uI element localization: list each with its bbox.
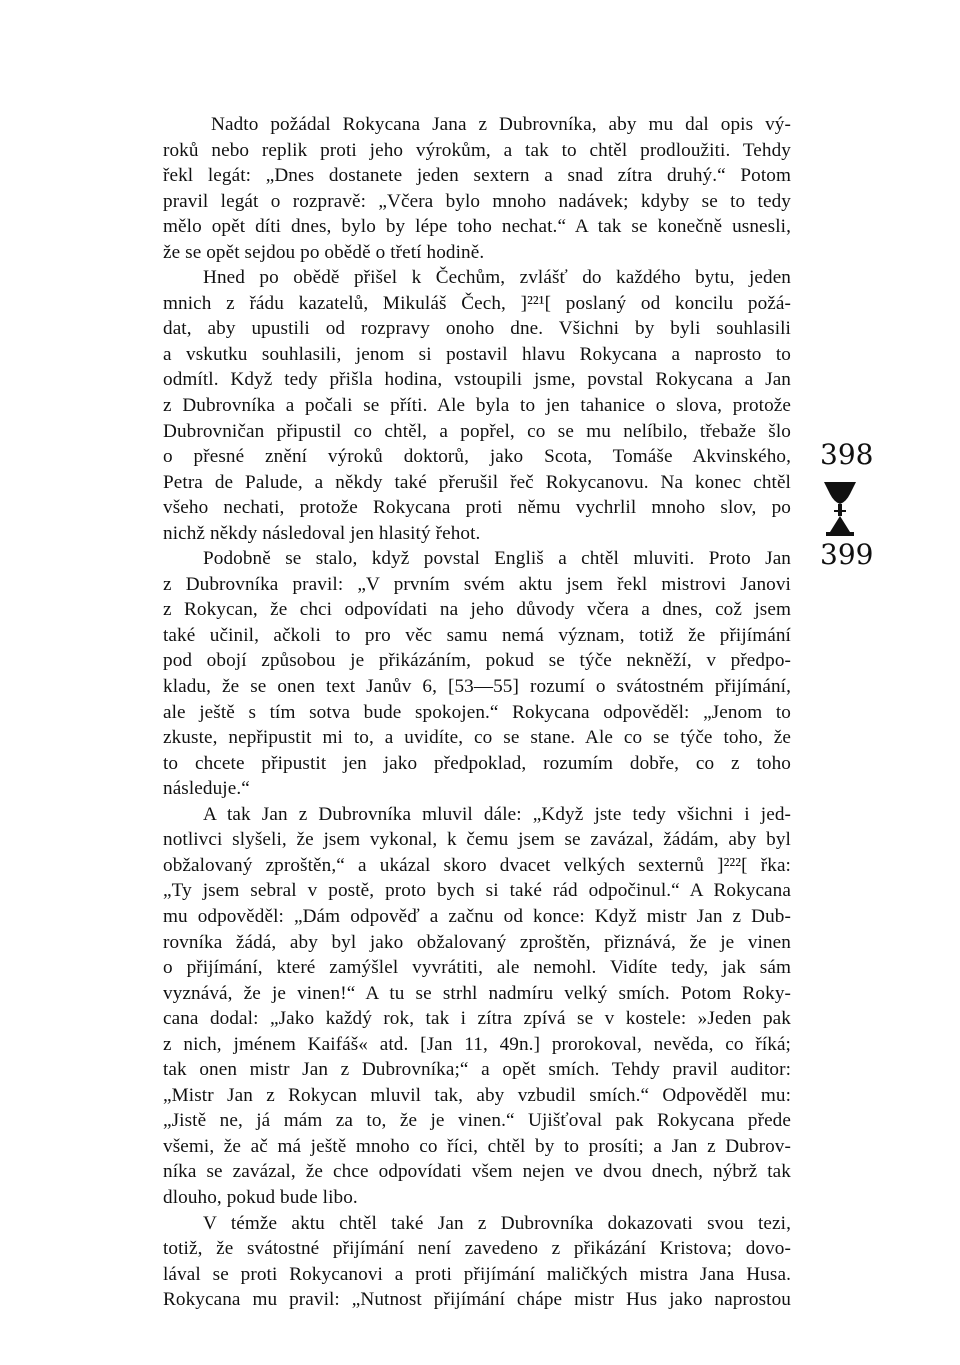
text-line: o přijímání, které zamýšlel vyvrátiti, ale nemohl. Vidíte tedy, jak sám: [163, 957, 791, 979]
text-line: všeho nechati, protože Rokycana proti němu vychrlil mnoho slov, po: [163, 497, 791, 519]
text-line: a vskutku souhlasili, jenom si postavil hlavu Rokycana a naprosto to: [163, 343, 791, 365]
text-line: řekl legát: „Dnes dostanete jeden sextern a snad zítra druhý.“ Potom: [163, 165, 791, 187]
text-line: tak onen mistr Jan z Dubrovníka;“ a opět smích. Tehdy pravil auditor:: [163, 1059, 791, 1081]
text-line: Nadto požádal Rokycana Jana z Dubrovníka, aby mu dal opis vý-: [211, 114, 791, 135]
text-line: nichž někdy následoval jen hlasitý řehot.: [163, 522, 481, 544]
text-line: pod obojí způsobou je přikázáním, pokud se týče nekněží, v předpo-: [163, 650, 791, 672]
text-line: Podobně se stalo, když povstal Engliš a chtěl mluviti. Proto Jan: [203, 548, 791, 570]
text-line: kladu, že se onen text Janův 6, [53—55] rozumí o svátostném přijímání,: [163, 676, 791, 698]
chalice-icon: [820, 480, 860, 538]
text-line: Dubrovničan připustil co chtěl, a popřel, co se mu nelíbilo, třebaže šlo: [163, 420, 791, 442]
text-line: z Rokycan, že chci odpovídati na jeho důvody včera a dnes, což jsem: [163, 599, 791, 621]
text-line: z Dubrovníka pravil: „V prvním svém aktu jsem řekl mistrovi Janovi: [163, 573, 791, 595]
page-number-top: 398: [820, 438, 874, 471]
text-line: „Jistě ne, já mám za to, že je vinen.“ Ujišťoval pak Rokycana přede: [163, 1110, 791, 1132]
text-line: Rokycana mu pravil: „Nutnost přijímání chápe mistr Hus jako naprostou: [163, 1289, 791, 1311]
text-line: mu odpověděl: „Dám odpověď a začnu od konce: Když mistr Jan z Dub-: [163, 905, 791, 927]
page-number-bottom: 399: [820, 538, 874, 571]
text-line: zkuste, nepřipustit mi to, a uvidíte, co se stane. Ale co se týče toho, že: [163, 727, 791, 749]
text-line: dlouho, pokud bude libo.: [163, 1186, 358, 1208]
text-line: o přesné znění výroků doktorů, jako Scota, Tomáše Akvinského,: [163, 446, 791, 468]
text-line: A tak Jan z Dubrovníka mluvil dále: „Když jste tedy všichni i jed-: [203, 803, 791, 825]
text-line: vyznává, že je vinen!“ A tu se strhl nadmíru velký smích. Potom Roky-: [163, 982, 791, 1004]
text-line: notlivci slyšeli, že jsem vykonal, k čemu jsem se zavázal, žádám, aby byl: [163, 829, 791, 851]
text-line: „Ty jsem sebral v postě, proto bych si také rád odpočinul.“ A Rokycana: [163, 880, 791, 902]
text-line: lával se proti Rokycanovi a proti přijímání maličkých mistra Jana Husa.: [163, 1263, 791, 1285]
text-line: pravil legát o rozpravě: „Včera bylo mnoho nadávek; kdyby se to tedy: [163, 190, 791, 212]
text-line: níka se zavázal, že chce odpovídati všem nejen ve dvou dnech, nýbrž tak: [163, 1161, 791, 1183]
text-line: také učinil, ačkoli to pro věc samu nemá význam, totiž že přijímání: [163, 624, 791, 646]
text-line: totiž, že svátostné přijímání není zavedeno z přikázání Kristova; dovo-: [163, 1238, 791, 1260]
text-line: mnich z řádu kazatelů, Mikuláš Čech, ]²²¹[ poslaný od koncilu požá-: [163, 292, 791, 314]
text-line: mělo opět díti dnes, bylo by lépe toho nechat.“ A tak se konečně usnesli,: [163, 216, 791, 238]
text-line: ale ještě s tím sotva bude spokojen.“ Rokycana odpověděl: „Jenom to: [163, 701, 791, 723]
text-line: dat, aby upustili od rozpravy onoho dne. Všichni by byli souhlasili: [163, 318, 791, 340]
text-line: obžalovaný zproštěn,“ a ukázal skoro dvacet velkých sexternů ]²²²[ řka:: [163, 854, 791, 876]
text-line: z Dubrovníka a počali se příti. Ale byla to jen tahanice o slova, protože: [163, 395, 791, 417]
body-text: [163, 112, 791, 1313]
text-line: z nich, jménem Kaifáš« atd. [Jan 11, 49n.] prorokoval, nevěda, co říká;: [163, 1033, 791, 1055]
text-line: rovníka žádá, aby byl jako obžalovaný zproštěn, přiznává, že je vinen: [163, 931, 791, 953]
text-line: že se opět sejdou po obědě o třetí hodině.: [163, 241, 485, 263]
text-line: Hned po obědě přišel k Čechům, zvlášť do každého bytu, jeden: [203, 267, 791, 289]
text-line: roků nebo replik proti jeho výrokům, a tak to chtěl prodloužiti. Tehdy: [163, 139, 791, 161]
text-line: Petra de Palude, a někdy také přerušil řeč Rokycanovu. Na konec chtěl: [163, 471, 791, 493]
text-line: to chcete připustit jen jako předpoklad, rozumím dobře, co z toho: [163, 752, 791, 774]
text-line: V témže aktu chtěl také Jan z Dubrovníka dokazovati svou tezi,: [203, 1212, 791, 1234]
text-line: následuje.“: [163, 778, 250, 800]
text-line: všemi, že ač má ještě mnoho co říci, chtěl by to prosíti; a Jan z Dubrov-: [163, 1135, 791, 1157]
text-line: „Mistr Jan z Rokycan mluvil tak, aby vzbudil smích.“ Odpověděl mu:: [163, 1084, 791, 1106]
text-line: odmítl. Když tedy přišla hodina, vstoupili jsme, povstal Rokycana a Jan: [163, 369, 791, 391]
text-line: cana dodal: „Jako každý rok, tak i zítra zpívá se v kostele: »Jeden pak: [163, 1008, 791, 1030]
